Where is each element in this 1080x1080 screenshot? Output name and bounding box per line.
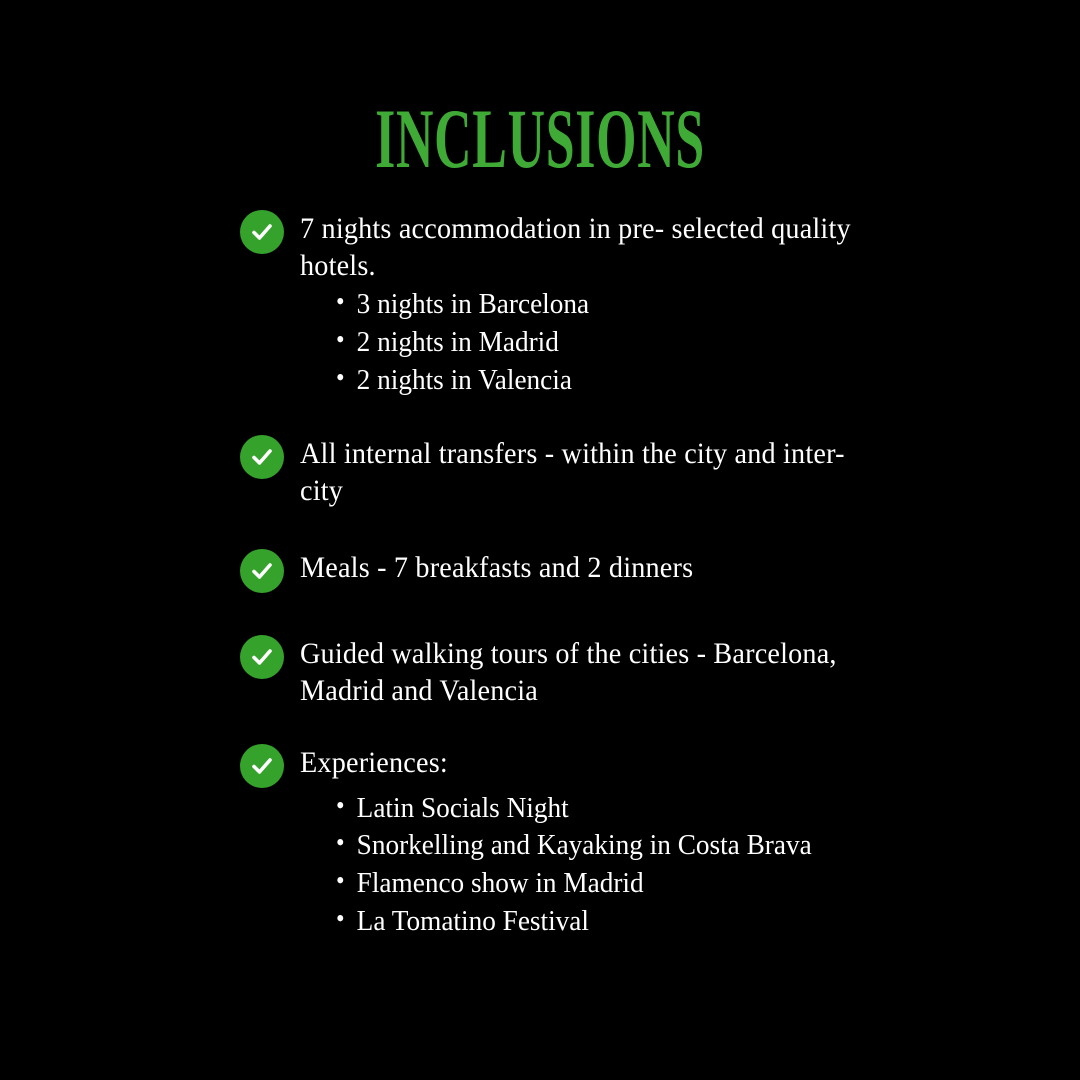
- list-item-label: Meals - 7 breakfasts and 2 dinners: [300, 551, 694, 585]
- inclusions-list: [240, 208, 920, 966]
- sub-list-item: • La Tomatino Festival: [336, 903, 885, 941]
- sub-list-item: • Latin Socials Night: [336, 790, 885, 828]
- list-item: [240, 208, 920, 399]
- sub-list: [240, 790, 920, 941]
- list-item-head: [240, 742, 920, 788]
- list-item-head: [240, 547, 920, 593]
- sub-list-item: • 3 nights in Barcelona: [336, 286, 885, 324]
- check-circle-icon: [240, 435, 284, 479]
- list-item: [240, 633, 920, 709]
- sub-list-item: • 2 nights in Madrid: [336, 324, 885, 362]
- list-item: [240, 433, 920, 509]
- check-circle-icon: [240, 210, 284, 254]
- check-circle-icon: [240, 635, 284, 679]
- list-item-head: [240, 633, 920, 709]
- sub-list-item: • Snorkelling and Kayaking in Costa Brava: [336, 827, 885, 865]
- page-title: INCLUSIONS: [375, 91, 705, 186]
- list-item-head: [240, 208, 920, 284]
- sub-list-item: • 2 nights in Valencia: [336, 362, 885, 400]
- sub-list-item: • Flamenco show in Madrid: [336, 865, 885, 903]
- list-item-label: Experiences:: [300, 745, 448, 779]
- list-item: [240, 547, 920, 593]
- sub-list: [240, 286, 920, 399]
- list-item-head: [240, 433, 920, 509]
- check-circle-icon: [240, 549, 284, 593]
- list-item-label: 7 nights accommodation in pre- selected quality hotels.: [300, 212, 851, 282]
- list-item-label: All internal transfers - within the city and inter-city: [300, 437, 845, 507]
- list-item-label: Guided walking tours of the cities - Barcelona, Madrid and Valencia: [300, 637, 837, 708]
- list-item: [240, 742, 920, 941]
- check-circle-icon: [240, 744, 284, 788]
